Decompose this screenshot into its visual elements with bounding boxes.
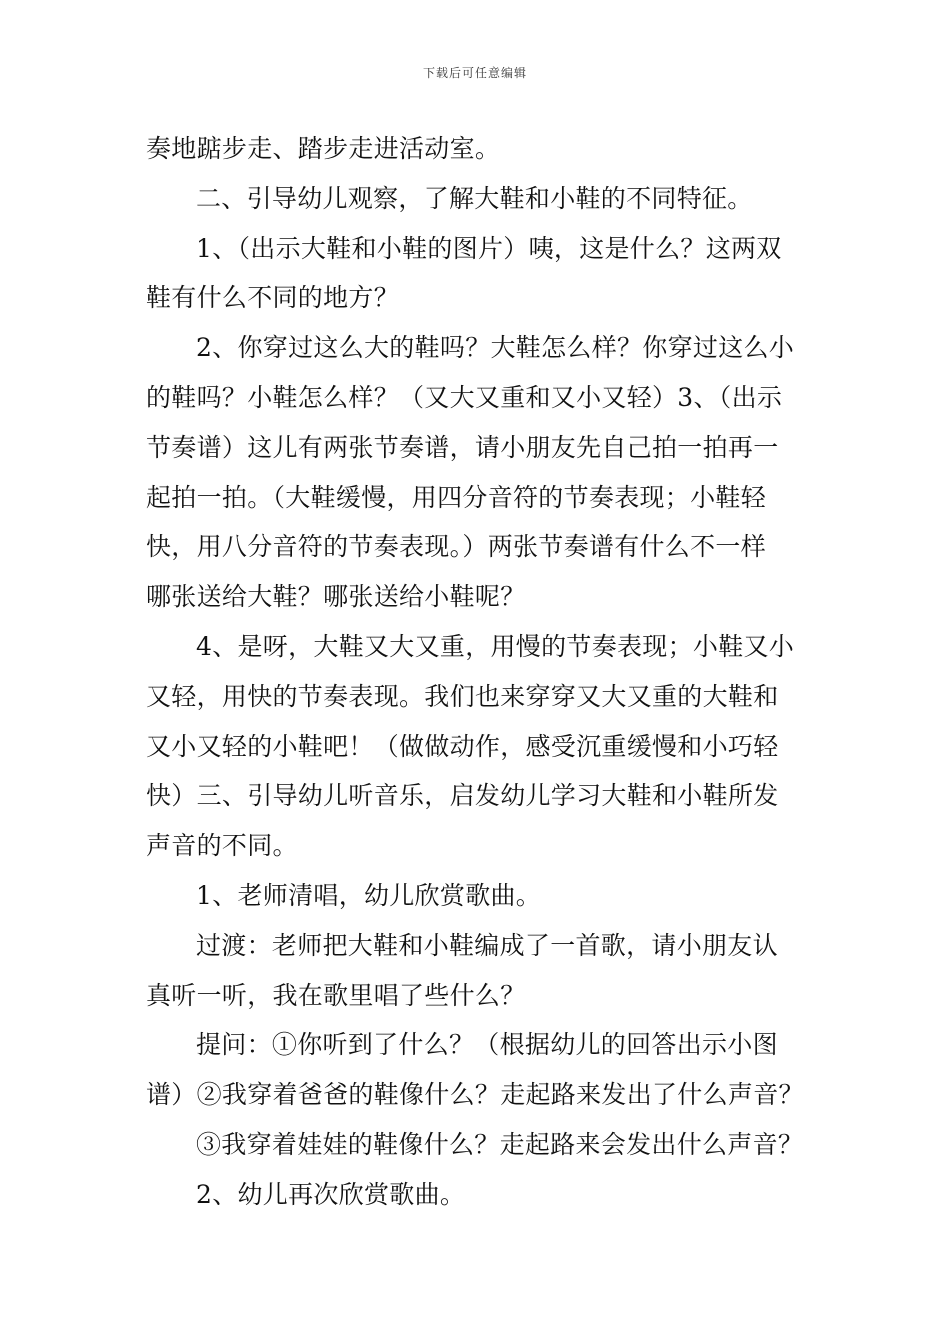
- text-line: 过渡：老师把大鞋和小鞋编成了一首歌，请小朋友认: [196, 930, 778, 960]
- document-body: [146, 124, 808, 1220]
- text-line: 1、（出示大鞋和小鞋的图片）咦，这是什么？这两双: [196, 233, 782, 263]
- text-line: 2、幼儿再次欣赏歌曲。: [196, 1179, 466, 1209]
- text-line: 的鞋吗？小鞋怎么样？（又大又重和又小又轻）3、（出示: [146, 382, 783, 412]
- text-line: 4、是呀，大鞋又大又重，用慢的节奏表现；小鞋又小: [196, 631, 795, 661]
- text-line: 声音的不同。: [146, 831, 298, 861]
- text-line: 哪张送给大鞋？哪张送给小鞋呢？: [146, 582, 526, 612]
- text-line: 2、你穿过这么大的鞋吗？大鞋怎么样？你穿过这么小: [196, 333, 795, 363]
- text-line: 奏地踮步走、踏步走进活动室。: [146, 134, 501, 163]
- text-line: 快，用八分音符的节奏表现。）两张节奏谱有什么不一样: [146, 532, 767, 562]
- text-line: 鞋有什么不同的地方？: [146, 283, 400, 313]
- text-line: 1、老师清唱，幼儿欣赏歌曲。: [196, 880, 542, 910]
- text-line: 起拍一拍。（大鞋缓慢，用四分音符的节奏表现；小鞋轻: [146, 482, 767, 512]
- text-line: 快）三、引导幼儿听音乐，启发幼儿学习大鞋和小鞋所发: [146, 781, 779, 811]
- text-line: 又小又轻的小鞋吧！（做做动作，感受沉重缓慢和小巧轻: [146, 731, 779, 761]
- text-line: 节奏谱）这儿有两张节奏谱，请小朋友先自己拍一拍再一: [146, 432, 779, 462]
- page-header-note: 下载后可任意编辑: [422, 66, 527, 80]
- text-line: ③我穿着娃娃的鞋像什么？走起路来会发出什么声音？: [196, 1129, 804, 1159]
- text-line: 谱）②我穿着爸爸的鞋像什么？走起路来发出了什么声音？: [146, 1080, 804, 1110]
- section-heading: 二、引导幼儿观察，了解大鞋和小鞋的不同特征。: [196, 183, 753, 213]
- text-line: 真听一听，我在歌里唱了些什么？: [146, 980, 526, 1010]
- text-line: 又轻，用快的节奏表现。我们也来穿穿又大又重的大鞋和: [146, 681, 779, 711]
- text-line: 提问：①你听到了什么？（根据幼儿的回答出示小图: [196, 1030, 778, 1060]
